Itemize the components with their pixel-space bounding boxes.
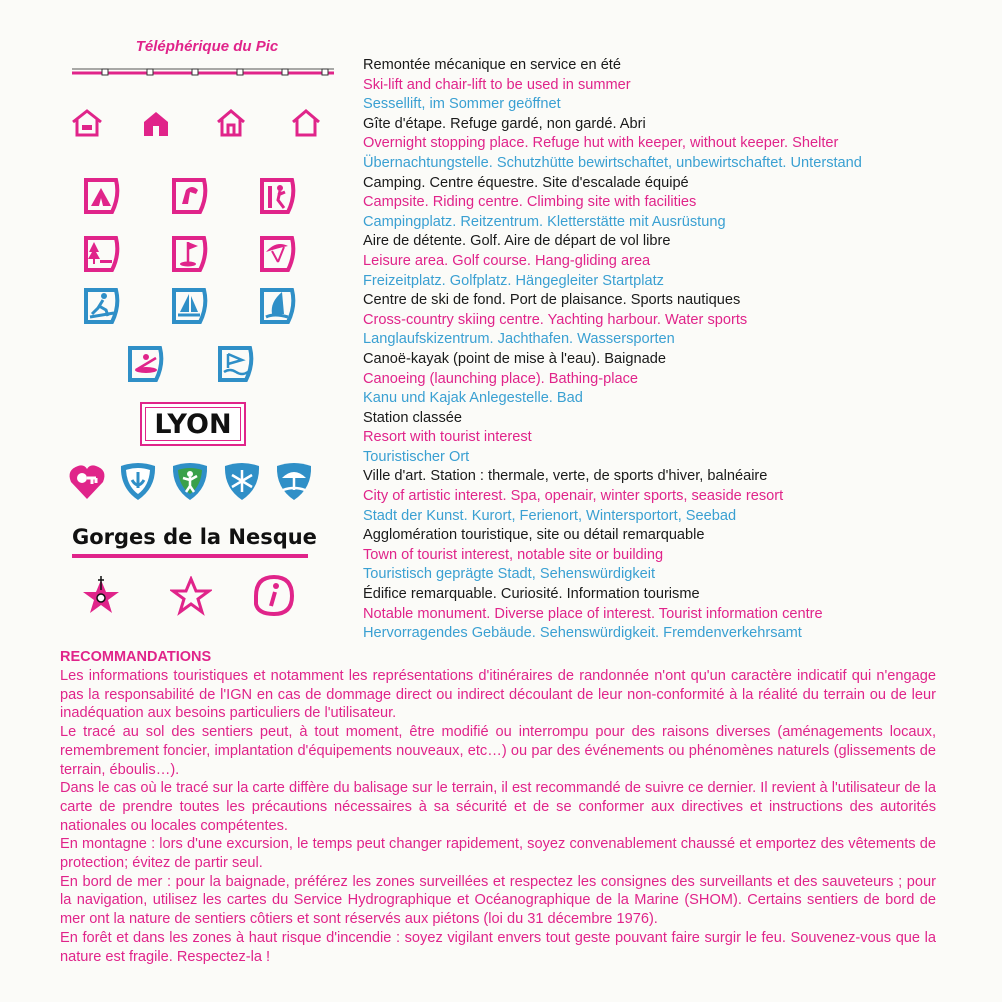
station-thermale-icon [118, 460, 158, 502]
symbols-column [60, 30, 350, 630]
legend-en-2: Overnight stopping place. Refuge hut with keeper, without keeper. Shelter [363, 135, 839, 152]
rec-paragraph-6: En forêt et dans les zones à haut risque d'incendie : soyez vigilant envers tout geste pouvant faire surgir le feu. Souvenez-vous que la nature est fragile. Respectez-la ! [60, 929, 936, 965]
ville-art-icon [66, 460, 108, 502]
vol-libre-icon [258, 234, 298, 274]
legend-fr-5: Centre de ski de fond. Port de plaisance. Sports nautiques [363, 292, 741, 309]
legend-de-10: Hervorragendes Gebäude. Sehenswürdigkeit. Fremdenverkehrsamt [363, 625, 802, 642]
legend-en-6: Canoeing (launching place). Bathing-place [363, 370, 639, 387]
legend-en-5: Cross-country skiing centre. Yachting harbour. Water sports [363, 311, 748, 328]
gite-icon [70, 108, 104, 138]
legend-fr-2: Gîte d'étape. Refuge gardé, non gardé. Abri [363, 115, 646, 132]
camping-icon [82, 176, 122, 216]
centre-equestre-icon [170, 176, 210, 216]
legend-de-1: Sessellift, im Sommer geöffnet [363, 96, 561, 113]
legend-text [363, 56, 983, 644]
telepherique-label: Téléphérique du Pic [135, 38, 279, 55]
recommandations-body [60, 667, 936, 966]
escalade-icon [258, 176, 298, 216]
legend-fr-10: Édifice remarquable. Curiosité. Information tourisme [363, 586, 700, 603]
legend-de-5: Langlaufskizentrum. Jachthafen. Wassersporten [363, 331, 675, 348]
gorges-underline [72, 554, 308, 558]
legend-de-9: Touristisch geprägte Stadt, Sehenswürdigkeit [363, 566, 656, 583]
rec-paragraph-4: En montagne : lors d'une excursion, le temps peut changer rapidement, soyez convenablement chaussé et emportez des vêtements de protection; évitez de partir seul. [60, 836, 936, 872]
rec-paragraph-3: Dans le cas où le tracé sur la carte diffère du balisage sur le terrain, il est recommandé de suivre ce dernier. Il revient à l'utilisateur de la carte de prendre toutes les précautions nécessaires à sa sécurité et de se conformer aux directives et instructions des autorités nationales ou locales compétentes. [60, 780, 936, 834]
port-plaisance-icon [170, 286, 210, 326]
sports-hiver-icon [222, 460, 262, 502]
abri-icon [290, 108, 322, 138]
legend-de-7: Touristischer Ort [363, 448, 470, 465]
legend-fr-3: Camping. Centre équestre. Site d'escalade équipé [363, 174, 689, 191]
legend-fr-9: Agglomération touristique, site ou détail remarquable [363, 527, 705, 544]
rec-paragraph-1: Les informations touristiques et notamment les représentations d'itinéraires de randonnée n'ont qu'un caractère indicatif qui n'engage pas la responsabilité de l'IGN en cas de dommage direct ou indirect découlant de leur non-conformité à la réalité du terrain ou de leur inadéquation aux besoins particuliers de l'utilisateur. [60, 668, 936, 722]
refuge-garde-icon [142, 110, 170, 138]
gorges-label: Gorges de la Nesque [72, 525, 317, 549]
legend-de-3: Campingplatz. Reitzentrum. Kletterstätte mit Ausrüstung [363, 213, 726, 230]
legend-en-3: Campsite. Riding centre. Climbing site with facilities [363, 194, 697, 211]
legend-de-4: Freizeitplatz. Golfplatz. Hängegleiter Startplatz [363, 272, 664, 289]
ski-de-fond-icon [82, 286, 122, 326]
legend-en-8: City of artistic interest. Spa, openair, winter sports, seaside resort [363, 488, 784, 505]
legend-fr-8: Ville d'art. Station : thermale, verte, de sports d'hiver, balnéaire [363, 468, 768, 485]
legend-en-4: Leisure area. Golf course. Hang-gliding area [363, 252, 651, 269]
edifice-remarquable-icon [80, 574, 122, 618]
station-classee-sample [140, 402, 246, 446]
legend-en-9: Town of tourist interest, notable site or building [363, 546, 664, 563]
legend-de-2: Übernachtungstelle. Schutzhütte bewirtschaftet, unbewirtschaftet. Unterstand [363, 154, 862, 171]
legend-en-7: Resort with tourist interest [363, 429, 532, 446]
station-balneaire-icon [274, 460, 314, 502]
lyon-label: LYON [154, 408, 232, 440]
information-tourisme-icon [252, 574, 296, 618]
legend-de-8: Stadt der Kunst. Kurort, Ferienort, Wintersportort, Seebad [363, 507, 737, 524]
rec-paragraph-5: En bord de mer : pour la baignade, préférez les zones surveillées et respectez les consignes des surveillants et des sauveteurs ; pour la navigation, utilisez les cartes du Service Hydrographique et Océanographique de la Marine (SHOM). Certains sentiers de bord de mer ont la nature de sentiers côtiers et sont réservés aux piétons (loi du 31 décembre 1976). [60, 873, 936, 928]
legend-fr-6: Canoë-kayak (point de mise à l'eau). Baignade [363, 350, 666, 367]
baignade-icon [216, 344, 256, 384]
telepherique-line-icon [72, 66, 334, 80]
aire-detente-icon [82, 234, 122, 274]
sports-nautiques-icon [258, 286, 298, 326]
legend-en-10: Notable monument. Diverse place of interest. Tourist information centre [363, 605, 823, 622]
recommandations-title: RECOMMANDATIONS [60, 649, 212, 665]
legend-fr-7: Station classée [363, 409, 462, 426]
legend-en-1: Ski-lift and chair-lift to be used in summer [363, 76, 631, 93]
legend-fr-1: Remontée mécanique en service en été [363, 57, 621, 73]
canoe-kayak-icon [126, 344, 166, 384]
rec-paragraph-2: Le tracé au sol des sentiers peut, à tout moment, être modifié ou interrompu pour des raisons diverses (aménagements locaux, remembrement foncier, implantation d'équipements nouveaux, etc…) ou par des événements ou phénomènes naturels (glissements de terrain, éboulis…). [60, 724, 936, 778]
legend-de-6: Kanu und Kajak Anlegestelle. Bad [363, 390, 583, 407]
golf-icon [170, 234, 210, 274]
station-verte-icon [170, 460, 210, 502]
legend-fr-4: Aire de détente. Golf. Aire de départ de vol libre [363, 233, 671, 250]
curiosite-icon [170, 576, 212, 616]
refuge-non-garde-icon [215, 108, 247, 138]
